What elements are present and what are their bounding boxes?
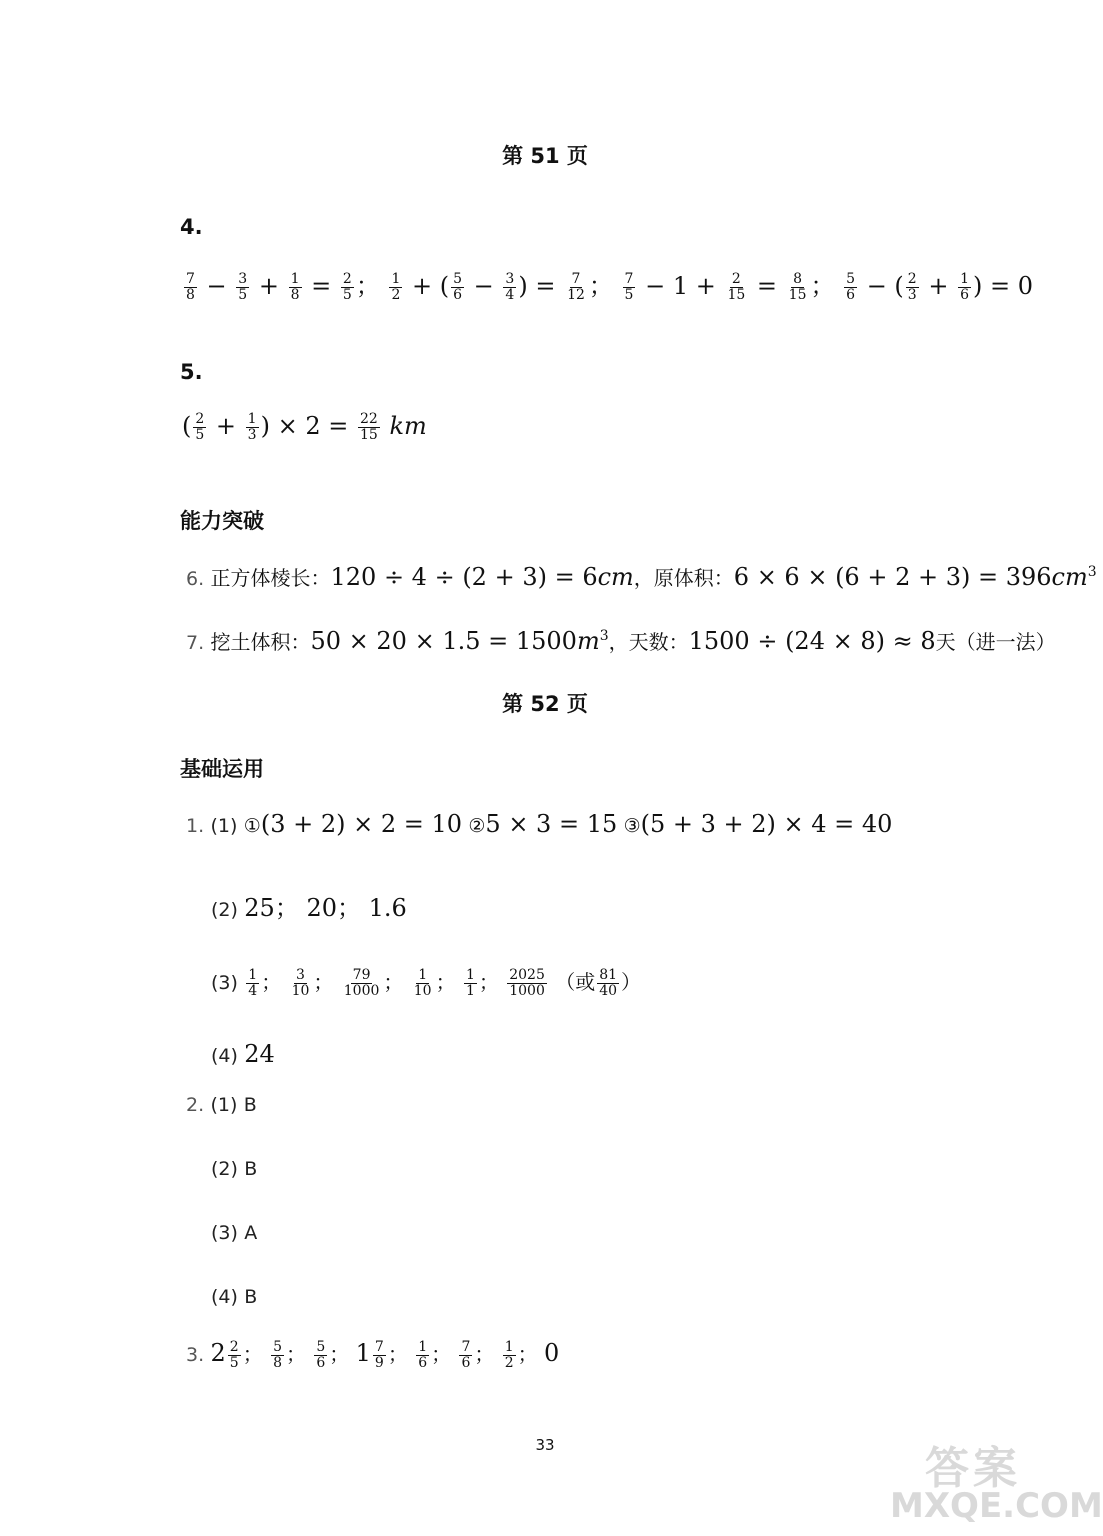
question-1-4-label: (4) xyxy=(211,1045,238,1067)
section-title-basic: 基础运用 xyxy=(180,757,264,781)
question-2-part-3 xyxy=(211,1220,257,1244)
question-2-1-answer: B xyxy=(243,1094,257,1116)
question-6-text-b: ，原体积： xyxy=(633,566,734,590)
question-6: 6. 正方体棱长：120 ÷ 4 ÷ (2 + 3) = 6cm，原体积：$6 \times 6 \times (6 + 2 + 3) = 396cm^3$ xyxy=(186,563,1097,591)
question-1-3-close: ） xyxy=(621,970,642,994)
question-1-part-2 xyxy=(211,888,407,923)
question-7-number: 7. xyxy=(186,632,205,654)
question-1-part-1: 1. (1) ①(3 + 2) × 2 = 10 ②5 × 3 = 15 ③(5 + 3 + 2) × 4 = 40 xyxy=(186,810,893,838)
question-2-1-label: (1) xyxy=(210,1094,238,1116)
question-2-3-label: (3) xyxy=(211,1222,238,1244)
question-4-equations: $\frac{7}{8}$ − $\frac{3}{5}$ + $\frac{1}{8}$ = $\frac{2}{5}$ ； $\frac{1}{2}$ + ( $\frac{5}{6}$ − $\frac{3}{4}$ ) = $\frac{7}{12}$ ； $\frac{7}{5}$ − 1 + $\frac{2}{15}$ = $\frac{8}{15}$ ； $\frac{5}{6}$ − ( $\frac{2}{3}$ + $\frac{1}{6}$ ) = 0 xyxy=(186,271,1034,303)
watermark-site: MXQE.COM xyxy=(890,1486,1103,1526)
question-1-3-label: (3) xyxy=(211,972,238,994)
question-1-3-or: （或 xyxy=(555,970,596,994)
question-2-part-4 xyxy=(211,1284,257,1308)
page-heading-52: 第 52 页 xyxy=(502,692,588,716)
question-2-2-label: (2) xyxy=(211,1158,238,1180)
question-5-equation: ( $\frac{2}{5}$ + $\frac{1}{3}$ ) × 2 = $\frac{22}{15}$ km xyxy=(182,411,427,443)
question-1-number: 1. xyxy=(186,815,205,837)
question-3-number: 3. xyxy=(186,1344,205,1366)
question-5-label: 5. xyxy=(180,360,203,384)
question-7-text-a: 挖土体积： xyxy=(210,630,311,654)
page-number: 33 xyxy=(535,1436,555,1454)
question-7-text-c: 天（进一法） xyxy=(935,630,1056,654)
question-1-part-4 xyxy=(211,1040,275,1068)
question-2-number: 2. xyxy=(186,1094,205,1116)
watermark-logo-text: 答案 xyxy=(925,1443,1021,1494)
question-7: 7. 挖土体积：$50 \times 20 \times 1.5 = 1500m^3$，天数：1500 ÷ (24 × 8) ≈ 8天（进一法） xyxy=(186,627,1056,655)
question-7-text-b: ，天数： xyxy=(608,630,689,654)
question-2-part-2 xyxy=(211,1156,257,1180)
page-heading-51: 第 51 页 xyxy=(502,144,588,168)
question-6-text-a: 正方体棱长： xyxy=(210,566,331,590)
question-2-4-answer: B xyxy=(244,1286,258,1308)
question-2-4-label: (4) xyxy=(211,1286,238,1308)
question-2-3-answer: A xyxy=(244,1222,258,1244)
question-1-4-answer: 24 xyxy=(244,1040,275,1068)
section-title-ability: 能力突破 xyxy=(180,509,264,533)
question-1-2-label: (2) xyxy=(211,899,238,921)
question-4-label: 4. xyxy=(180,215,203,239)
question-6-number: 6. xyxy=(186,568,205,590)
question-3: 3. 2 $\frac{2}{5}$ ； $\frac{5}{8}$ ； $\frac{5}{6}$ ； 1 $\frac{7}{9}$ ； $\frac{1}{6}$ ； $\frac{7}{6}$ ； $\frac{1}{2}$ ； 0 xyxy=(186,1339,560,1371)
question-1-2-answer: 25； 20； 1.6 xyxy=(244,894,407,922)
question-1-part-3: (3) $\frac{1}{4}$ ； $\frac{3}{10}$ ； $\frac{79}{1000}$ ； $\frac{1}{10}$ ； $\frac{1}{1}$ ； $\frac{2025}{1000}$ （或 $\frac{81}{40}$ ） xyxy=(211,967,642,999)
question-2-2-answer: B xyxy=(244,1158,258,1180)
question-1-1-label: (1) xyxy=(210,815,238,837)
question-2-part-1 xyxy=(186,1092,257,1116)
